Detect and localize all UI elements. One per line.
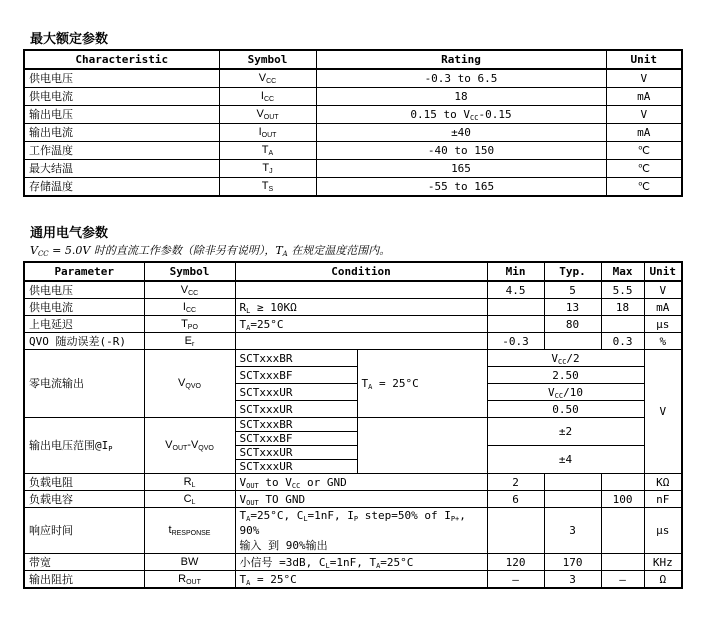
row-symbol: $T_{PO}$ — [144, 316, 235, 333]
row-name: 输出电压 — [24, 106, 219, 124]
row-min: – — [487, 571, 544, 589]
row-unit: ℃ — [606, 160, 682, 178]
header-unit: Unit — [644, 262, 682, 281]
row-symbol: $T_A$ — [219, 142, 316, 160]
row-unit: V — [644, 281, 682, 299]
row-symbol: $R_{OUT}$ — [144, 571, 235, 589]
row-typ: 3 — [544, 508, 601, 554]
part-number: SCTxxxBR — [235, 418, 357, 432]
row-name: 负载电容 — [24, 491, 144, 508]
row-name: 供电电流 — [24, 88, 219, 106]
row-unit: mA — [606, 124, 682, 142]
row-max: 5.5 — [601, 281, 644, 299]
table-row — [24, 554, 682, 571]
row-condition: $T_A=25^\circ C$ — [235, 316, 487, 333]
table-row — [24, 474, 682, 491]
part-number: SCTxxxBR — [235, 350, 357, 367]
row-unit: µs — [644, 316, 682, 333]
row-rating: ±40 — [316, 124, 606, 142]
header-rating: Rating — [316, 50, 606, 69]
row-name: 供电电流 — [24, 299, 144, 316]
row-rating: 18 — [316, 88, 606, 106]
row-name: 供电电压 — [24, 69, 219, 88]
row-symbol: $R_L$ — [144, 474, 235, 491]
row-unit: V — [606, 69, 682, 88]
table-row — [24, 178, 682, 197]
table-row — [24, 350, 682, 367]
table-row — [24, 508, 682, 554]
row-name: QVO 随动误差(-R) — [24, 333, 144, 350]
row-rating: 165 — [316, 160, 606, 178]
header-characteristic: Characteristic — [24, 50, 219, 69]
row-min: 2 — [487, 474, 544, 491]
part-number: SCTxxxUR — [235, 384, 357, 401]
row-min — [487, 299, 544, 316]
row-max: 0.3 — [601, 333, 644, 350]
row-typ: 2.50 — [487, 367, 644, 384]
row-name: 输出电压范围$@I_P$ — [24, 418, 144, 474]
row-condition: $T_A = 25^\circ C$ — [235, 571, 487, 589]
row-unit: ℃ — [606, 178, 682, 197]
row-name: 上电延迟 — [24, 316, 144, 333]
row-typ: 5 — [544, 281, 601, 299]
row-unit: KHz — [644, 554, 682, 571]
table-row — [24, 333, 682, 350]
row-min — [487, 508, 544, 554]
row-min — [487, 316, 544, 333]
row-symbol: $t_{RESPONSE}$ — [144, 508, 235, 554]
row-unit: KΩ — [644, 474, 682, 491]
table-row — [24, 571, 682, 589]
table-row — [24, 142, 682, 160]
row-min: 4.5 — [487, 281, 544, 299]
row-name: 存储温度 — [24, 178, 219, 197]
row-unit: nF — [644, 491, 682, 508]
header-max: Max — [601, 262, 644, 281]
absolute-max-table — [23, 49, 683, 197]
row-condition: $V_{OUT}$ TO GND — [235, 491, 487, 508]
row-condition — [235, 333, 487, 350]
row-max: 100 — [601, 491, 644, 508]
row-symbol: BW — [144, 554, 235, 571]
row-name: 输出电流 — [24, 124, 219, 142]
row-unit: µs — [644, 508, 682, 554]
row-max — [601, 508, 644, 554]
row-name: 最大结温 — [24, 160, 219, 178]
row-symbol: $I_{OUT}$ — [219, 124, 316, 142]
row-name: 输出阻抗 — [24, 571, 144, 589]
header-symbol: Symbol — [144, 262, 235, 281]
row-symbol: $T_S$ — [219, 178, 316, 197]
row-typ — [544, 474, 601, 491]
row-symbol: $V_{QVO}$ — [144, 350, 235, 418]
row-rating: -0.3 to 6.5 — [316, 69, 606, 88]
row-max: – — [601, 571, 644, 589]
table-row — [24, 69, 682, 88]
row-name: 工作温度 — [24, 142, 219, 160]
row-symbol: $C_L$ — [144, 491, 235, 508]
row-max: 18 — [601, 299, 644, 316]
row-condition: 小信号 =3dB, $C_L=1nF$, $T_A=25^\circ C$ — [235, 554, 487, 571]
electrical-table — [23, 261, 683, 589]
row-symbol: $V_{CC}$ — [219, 69, 316, 88]
table-row — [24, 418, 682, 432]
row-typ: $V_{CC}/2$ — [487, 350, 644, 367]
row-typ: 170 — [544, 554, 601, 571]
row-condition: $T_A = 25^\circ C$ — [357, 350, 487, 418]
row-rating: -40 to 150 — [316, 142, 606, 160]
row-unit: V — [606, 106, 682, 124]
section-title-electrical: 通用电气参数 — [30, 226, 109, 241]
header-condition: Condition — [235, 262, 487, 281]
row-typ: 0.50 — [487, 401, 644, 418]
table-header-row — [24, 50, 682, 69]
table-row — [24, 299, 682, 316]
table-row — [24, 491, 682, 508]
row-typ — [544, 333, 601, 350]
row-unit: mA — [644, 299, 682, 316]
row-name: 供电电压 — [24, 281, 144, 299]
table-row — [24, 88, 682, 106]
row-unit: V — [644, 350, 682, 474]
row-condition: $T_A=25^\circ C$, $C_L=1nF$, $I_P$ step=50% of $I_{P+}$, 90% 输入 到 90%输出 — [235, 508, 487, 554]
row-typ: ±2 — [487, 418, 644, 446]
table-header-row — [24, 262, 682, 281]
row-unit: % — [644, 333, 682, 350]
part-number: SCTxxxUR — [235, 460, 357, 474]
header-min: Min — [487, 262, 544, 281]
row-typ: ±4 — [487, 446, 644, 474]
row-typ: 3 — [544, 571, 601, 589]
row-min: 120 — [487, 554, 544, 571]
part-number: SCTxxxUR — [235, 401, 357, 418]
row-rating: -55 to 165 — [316, 178, 606, 197]
header-unit: Unit — [606, 50, 682, 69]
row-unit: Ω — [644, 571, 682, 589]
header-parameter: Parameter — [24, 262, 144, 281]
header-symbol: Symbol — [219, 50, 316, 69]
row-symbol: $I_{CC}$ — [219, 88, 316, 106]
conditions-note: $V_{CC} = 5.0V$ 时的直流工作参数（除非另有说明），$T_A$ 在规定温度范围内。 — [30, 244, 391, 258]
row-name: 响应时间 — [24, 508, 144, 554]
row-typ: 13 — [544, 299, 601, 316]
row-typ — [544, 491, 601, 508]
row-condition — [357, 418, 487, 474]
row-condition: $V_{OUT}$ to $V_{CC}$ or GND — [235, 474, 487, 491]
row-max — [601, 316, 644, 333]
section-title-absolute-max: 最大额定参数 — [30, 32, 109, 47]
row-unit: ℃ — [606, 142, 682, 160]
row-name: 零电流输出 — [24, 350, 144, 418]
part-number: SCTxxxUR — [235, 446, 357, 460]
row-typ: 80 — [544, 316, 601, 333]
header-typ: Typ. — [544, 262, 601, 281]
row-min: -0.3 — [487, 333, 544, 350]
row-symbol: $T_J$ — [219, 160, 316, 178]
row-unit: mA — [606, 88, 682, 106]
table-row — [24, 316, 682, 333]
row-max — [601, 474, 644, 491]
table-row — [24, 124, 682, 142]
row-name: 负载电阻 — [24, 474, 144, 491]
table-row — [24, 281, 682, 299]
row-symbol: $V_{OUT}-V_{QVO}$ — [144, 418, 235, 474]
row-name: 带宽 — [24, 554, 144, 571]
row-symbol: $V_{OUT}$ — [219, 106, 316, 124]
row-rating: 0.15 to $V_{CC}-0.15$ — [316, 106, 606, 124]
row-condition — [235, 281, 487, 299]
row-symbol: $I_{CC}$ — [144, 299, 235, 316]
row-symbol: $V_{CC}$ — [144, 281, 235, 299]
table-row — [24, 106, 682, 124]
row-symbol: $E_r$ — [144, 333, 235, 350]
part-number: SCTxxxBF — [235, 367, 357, 384]
part-number: SCTxxxBF — [235, 432, 357, 446]
table-row — [24, 160, 682, 178]
row-typ: $V_{CC}/10$ — [487, 384, 644, 401]
row-condition: $R_L \ge 10K\Omega$ — [235, 299, 487, 316]
row-min: 6 — [487, 491, 544, 508]
row-max — [601, 554, 644, 571]
